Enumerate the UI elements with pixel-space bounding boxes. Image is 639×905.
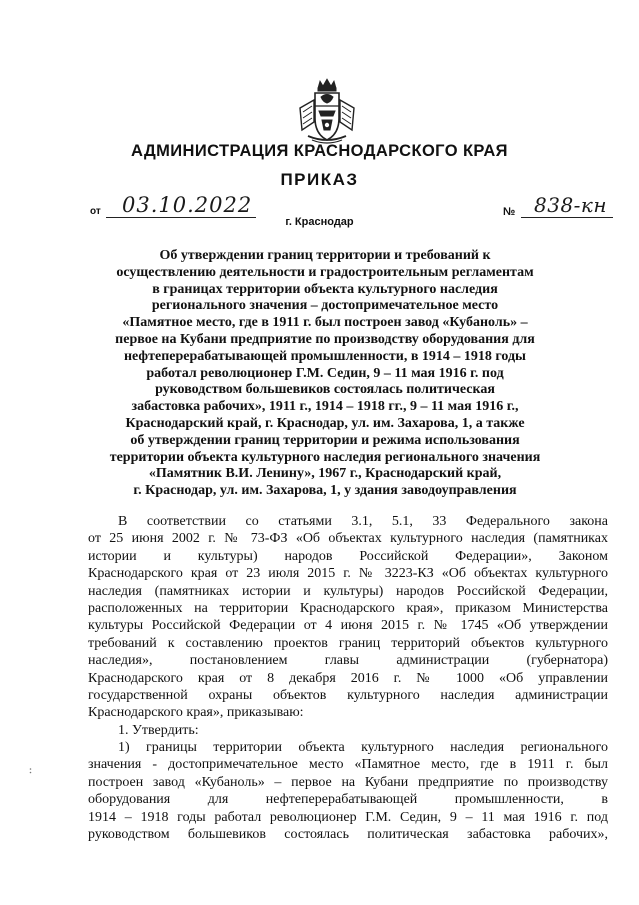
title-line: территории объекта культурного наследия регионального значения	[109, 449, 541, 465]
body-line: 1) границы территории объекта культурного наследия регионального	[118, 740, 608, 756]
title-line: об утверждении границ территории и режима использования	[130, 432, 520, 448]
title-line: Краснодарский край, г. Краснодар, ул. им. Захарова, 1, а также	[125, 415, 525, 431]
title-line: «Памятное место, где в 1911 г. был построен завод «Кубаноль» –	[122, 315, 528, 331]
body-line: от 25 июня 2002 г. № 73-ФЗ «Об объектах культурного наследия (памятниках	[88, 531, 608, 547]
body-line: Краснодарского края от 8 декабря 2016 г. № 1000 «Об управлении	[88, 670, 608, 686]
body-line: расположенных на территории Краснодарского края», приказом Министерства	[88, 600, 608, 616]
title-line: первое на Кубани предприятие по производству оборудования для	[115, 331, 535, 347]
title-line: руководством большевиков состоялась политическая	[155, 382, 495, 398]
number-underline	[521, 217, 613, 218]
body-line: истории и культуры) народов Российской Федерации», Законом	[88, 548, 608, 564]
handwritten-number: 838-кн	[534, 193, 608, 217]
body-line: 1914 – 1918 годы работал революционер Г.М. Седин, 9 – 11 мая 1916 г. под	[88, 809, 608, 825]
organization-name: АДМИНИСТРАЦИЯ КРАСНОДАРСКОГО КРАЯ	[131, 142, 508, 160]
body-line: 1. Утвердить:	[118, 722, 199, 738]
body-line: Краснодарского края от 23 июля 2015 г. № 3223-КЗ «Об объектах культурного	[88, 566, 608, 582]
body-line: построен завод «Кубаноль» – первое на Кубани предприятие по производству	[88, 774, 608, 790]
body-line: требований к составлению проектов границ территорий объектов культурного	[88, 635, 608, 651]
title-line: в границах территории объекта культурного наследия	[152, 281, 498, 297]
title-line: работал революционер Г.М. Седин, 9 – 11 мая 1916 г. под	[146, 365, 504, 381]
title-line: регионального значения – достопримечательное место	[151, 298, 499, 314]
title-line: забастовка рабочих», 1911 г., 1914 – 1918 гг., 9 – 11 мая 1916 г.,	[131, 399, 519, 415]
title-line: нефтеперерабатывающей промышленности, в 1914 – 1918 годы	[123, 348, 526, 364]
coat-of-arms-icon	[296, 78, 358, 146]
scan-artifact-icon	[29, 768, 32, 774]
order-title	[95, 248, 555, 500]
body-line: руководством большевиков состоялась политическая забастовка рабочих»,	[88, 827, 608, 843]
number-label: №	[503, 206, 516, 218]
body-line: государственной охраны объектов культурного наследия администрации	[88, 687, 608, 703]
title-line: г. Краснодар, ул. им. Захарова, 1, у здания заводоуправления	[133, 483, 517, 499]
title-line: Об утверждении границ территории и требований к	[159, 248, 491, 263]
title-line: «Памятник В.И. Ленину», 1967 г., Краснодарский край,	[148, 466, 502, 482]
body-line: оборудования для нефтеперерабатывающей промышленности, в	[88, 792, 608, 808]
body-line: наследия (памятниках истории и культуры) народов Российской Федерации,	[88, 583, 608, 599]
date-label: от	[90, 206, 101, 217]
body-line: наследия», постановлением главы администрации (губернатора)	[88, 653, 608, 669]
body-line: В соответствии со статьями 3.1, 5.1, 33 Федерального закона	[118, 514, 608, 529]
handwritten-date: 03.10.2022	[122, 193, 253, 217]
order-body	[88, 513, 608, 843]
body-line: значения - достопримечательное место «Памятное место, где в 1911 г. был	[88, 757, 608, 773]
title-line: осуществлению деятельности и градостроительным регламентам	[116, 264, 534, 280]
document-type: ПРИКАЗ	[280, 170, 359, 189]
body-line: Краснодарского края», приказываю:	[88, 705, 304, 721]
city-name: г. Краснодар	[285, 216, 354, 228]
body-line: культуры Российской Федерации от 4 июня 2015 г. № 1745 «Об утверждении	[88, 618, 608, 634]
